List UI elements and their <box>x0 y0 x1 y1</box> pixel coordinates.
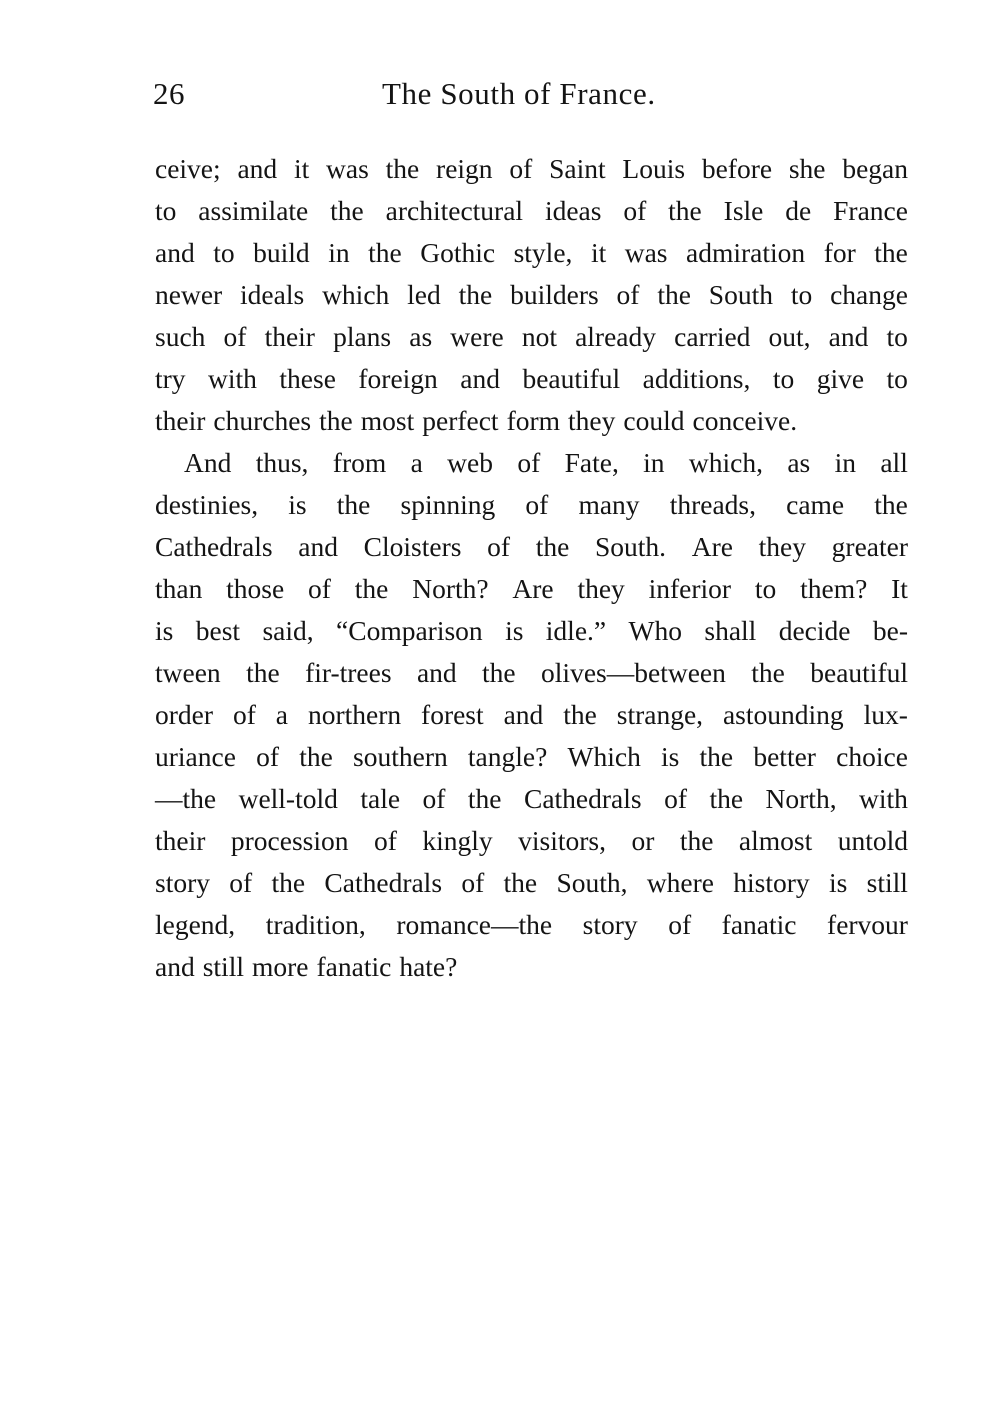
word: for <box>823 237 856 268</box>
word: form <box>506 405 561 436</box>
word: It <box>891 573 908 604</box>
word: beautiful <box>810 657 908 688</box>
word: still <box>866 867 908 898</box>
word: South. <box>595 531 667 562</box>
word: such <box>155 321 206 352</box>
word: Cloisters <box>363 531 462 562</box>
text-line <box>155 148 908 190</box>
word: as <box>409 321 433 352</box>
word: the <box>657 279 691 310</box>
word: of <box>308 573 331 604</box>
text-line <box>155 232 908 274</box>
word: olives—between <box>541 657 726 688</box>
word: of <box>487 531 511 562</box>
text-line <box>155 484 908 526</box>
word: web <box>447 447 493 478</box>
text-line <box>155 442 908 484</box>
word: South <box>708 279 773 310</box>
word: the <box>319 405 353 436</box>
word: which, <box>688 447 763 478</box>
word: in <box>643 447 665 478</box>
word: of <box>373 825 397 856</box>
word: of <box>525 489 549 520</box>
word: the <box>299 741 333 772</box>
word: is <box>828 867 848 898</box>
word: of <box>517 447 541 478</box>
word: idle.” <box>545 615 607 646</box>
word: the <box>563 699 597 730</box>
word: began <box>842 153 908 184</box>
word: they <box>758 531 806 562</box>
word: the <box>482 657 516 688</box>
page-number: 26 <box>153 76 185 111</box>
word: lux- <box>863 699 908 730</box>
word: France <box>833 195 908 226</box>
word: And <box>184 447 232 478</box>
word: the <box>699 741 734 772</box>
word: a <box>275 699 289 730</box>
word: led <box>407 279 441 310</box>
word: to <box>886 363 908 394</box>
word: and <box>298 531 338 562</box>
word: Louis <box>622 153 686 184</box>
word: carried <box>674 321 751 352</box>
word: the <box>246 657 280 688</box>
word: foreign <box>358 363 438 394</box>
word: plans <box>333 321 392 352</box>
word: best <box>195 615 241 646</box>
word: reign <box>436 153 493 184</box>
word: choice <box>836 741 908 772</box>
word: perfect <box>422 405 499 436</box>
word: shall <box>704 615 757 646</box>
text-line <box>155 190 908 232</box>
word: where <box>646 867 714 898</box>
word: they <box>577 573 625 604</box>
word: the <box>874 237 908 268</box>
word: with <box>859 783 908 814</box>
word: of <box>623 195 647 226</box>
word: more <box>251 951 309 982</box>
word: Saint <box>549 153 606 184</box>
word: story <box>155 867 210 898</box>
word: churches <box>213 405 312 436</box>
word: fervour <box>827 909 908 940</box>
word: be- <box>872 615 908 646</box>
word: to <box>155 195 177 226</box>
word: and <box>155 951 195 982</box>
word: Are <box>512 573 554 604</box>
word: visitors, <box>518 825 606 856</box>
word: it <box>293 153 310 184</box>
word: of <box>668 909 692 940</box>
word: and <box>155 237 195 268</box>
word: beautiful <box>522 363 621 394</box>
word: to <box>772 363 795 394</box>
word: is <box>155 615 174 646</box>
word: of <box>223 321 247 352</box>
word: Are <box>691 531 733 562</box>
text-line <box>155 610 908 652</box>
word: their <box>155 825 206 856</box>
word: build <box>253 237 310 268</box>
word: untold <box>837 825 908 856</box>
word: the <box>709 783 744 814</box>
word: threads, <box>669 489 756 520</box>
word: the <box>503 867 538 898</box>
text-line <box>155 694 908 736</box>
word: and <box>416 657 457 688</box>
word: forest <box>421 699 484 730</box>
text-line <box>155 358 908 400</box>
word: ideas <box>544 195 602 226</box>
word: North? <box>412 573 489 604</box>
word: history <box>733 867 810 898</box>
word: Cathedrals <box>155 531 273 562</box>
word: most <box>360 405 415 436</box>
word: the <box>271 867 306 898</box>
word: additions, <box>642 363 751 394</box>
word: conceive. <box>692 405 798 436</box>
word: the <box>751 657 785 688</box>
text-line <box>155 736 908 778</box>
word: uriance <box>155 741 236 772</box>
word: Fate, <box>564 447 619 478</box>
word: fir-trees <box>305 657 392 688</box>
word: them? <box>800 573 868 604</box>
body-text <box>155 148 908 988</box>
word: hate? <box>399 951 458 982</box>
word: the <box>668 195 702 226</box>
word: a <box>410 447 423 478</box>
word: builders <box>510 279 599 310</box>
word: southern <box>353 741 448 772</box>
word: before <box>701 153 773 184</box>
word: from <box>332 447 387 478</box>
word: ideals <box>240 279 305 310</box>
word: of <box>229 867 253 898</box>
word: they <box>568 405 616 436</box>
word: —the <box>155 783 217 814</box>
text-line <box>155 316 908 358</box>
word: or <box>631 825 655 856</box>
word: was <box>326 153 369 184</box>
word: and <box>503 699 544 730</box>
word: Cathedrals <box>523 783 642 814</box>
word: the <box>467 783 502 814</box>
word: spinning <box>400 489 496 520</box>
word: almost <box>738 825 813 856</box>
word: of <box>616 279 640 310</box>
word: the <box>385 153 420 184</box>
text-line <box>155 904 908 946</box>
word: tradition, <box>265 909 366 940</box>
word: story <box>582 909 638 940</box>
text-line <box>155 400 908 442</box>
word: fanatic <box>316 951 392 982</box>
word: the <box>368 237 402 268</box>
word: give <box>816 363 865 394</box>
word: destinies, <box>155 489 259 520</box>
text-line <box>155 526 908 568</box>
word: their <box>264 321 315 352</box>
word: Gothic <box>420 237 496 268</box>
word: many <box>578 489 640 520</box>
word: to <box>213 237 235 268</box>
word: South, <box>556 867 628 898</box>
running-title: The South of France. <box>382 76 656 111</box>
word: is <box>661 741 680 772</box>
text-line <box>155 274 908 316</box>
text-line <box>155 820 908 862</box>
word: and <box>460 363 500 394</box>
word: inferior <box>648 573 732 604</box>
word: change <box>830 279 908 310</box>
word: in <box>328 237 350 268</box>
text-line <box>155 946 908 988</box>
word: of <box>232 699 256 730</box>
word: the <box>336 489 371 520</box>
word: those <box>226 573 285 604</box>
word: admiration <box>686 237 806 268</box>
word: North, <box>765 783 837 814</box>
text-line <box>155 778 908 820</box>
word: of <box>422 783 446 814</box>
word: Isle <box>723 195 764 226</box>
word: is <box>505 615 524 646</box>
word: the <box>679 825 714 856</box>
word: the <box>330 195 364 226</box>
word: of <box>664 783 687 814</box>
word: came <box>786 489 845 520</box>
word: thus, <box>255 447 309 478</box>
word: said, <box>262 615 314 646</box>
word: to <box>790 279 813 310</box>
word: procession <box>230 825 349 856</box>
word: were <box>450 321 504 352</box>
word: the <box>874 489 908 520</box>
word: still <box>202 951 244 982</box>
word: ceive; <box>155 153 221 184</box>
word: already <box>575 321 656 352</box>
word: “Comparison <box>336 615 483 646</box>
word: the <box>535 531 570 562</box>
word: decide <box>778 615 851 646</box>
word: as <box>787 447 811 478</box>
word: legend, <box>155 909 236 940</box>
word: tween <box>155 657 221 688</box>
word: kingly <box>422 825 493 856</box>
word: these <box>279 363 336 394</box>
word: fanatic <box>721 909 797 940</box>
text-line <box>155 862 908 904</box>
word: of <box>509 153 533 184</box>
word: greater <box>831 531 908 562</box>
word: Who <box>628 615 682 646</box>
word: tale <box>360 783 401 814</box>
word: and <box>237 153 278 184</box>
word: could <box>623 405 685 436</box>
word: and <box>828 321 869 352</box>
word: better <box>753 741 816 772</box>
word: all <box>880 447 908 478</box>
word: than <box>155 573 203 604</box>
word: of <box>461 867 485 898</box>
word: is <box>288 489 307 520</box>
word: of <box>256 741 280 772</box>
word: strange, <box>616 699 704 730</box>
word: was <box>624 237 668 268</box>
word: to <box>886 321 908 352</box>
word: to <box>754 573 777 604</box>
word: it <box>590 237 607 268</box>
word: with <box>208 363 257 394</box>
word: style, <box>513 237 573 268</box>
word: newer <box>155 279 223 310</box>
word: architectural <box>385 195 524 226</box>
word: out, <box>768 321 811 352</box>
word: Cathedrals <box>324 867 443 898</box>
word: astounding <box>722 699 844 730</box>
word: the <box>354 573 389 604</box>
word: assimilate <box>198 195 309 226</box>
word: romance—the <box>396 909 553 940</box>
word: their <box>155 405 206 436</box>
word: in <box>834 447 856 478</box>
word: Which <box>567 741 641 772</box>
word: which <box>322 279 390 310</box>
word: order <box>155 699 214 730</box>
word: well-told <box>238 783 338 814</box>
text-line <box>155 652 908 694</box>
word: not <box>521 321 557 352</box>
word: tangle? <box>467 741 548 772</box>
word: northern <box>307 699 402 730</box>
word: she <box>788 153 826 184</box>
word: the <box>458 279 493 310</box>
word: de <box>785 195 812 226</box>
word: try <box>155 363 186 394</box>
text-line <box>155 568 908 610</box>
